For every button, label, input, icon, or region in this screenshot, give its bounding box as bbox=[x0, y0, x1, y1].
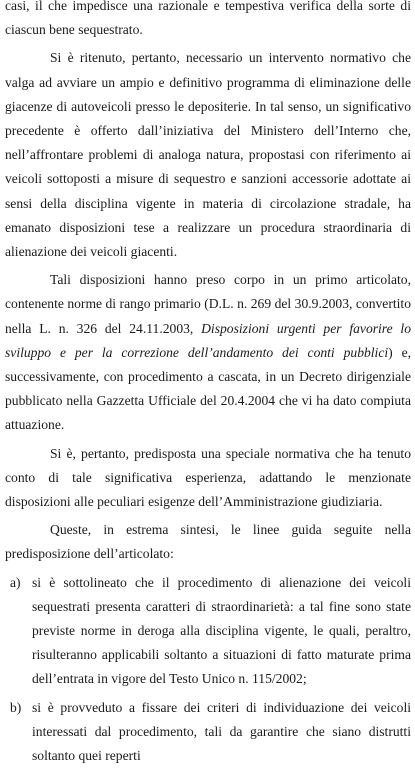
list-item-marker: b) bbox=[10, 699, 22, 715]
paragraph-linee-guida: Queste, in estrema sintesi, le linee guida seguite nella predisposizione dell’articolato: bbox=[5, 522, 411, 562]
list-item-text: si è provveduto a fissare dei criteri di individuazione dei veicoli interessati dal procedimento, tali da garantire che siano distrutti soltanto quei reperti bbox=[32, 699, 411, 764]
paragraph-normativa-speciale: Si è, pertanto, predisposta una speciale normativa che ha tenuto conto di tale significativa esperienza, adattando le menzionate disposizioni alle peculiari esigenze dell’Amministrazione giudiziaria. bbox=[5, 445, 411, 510]
list-item-text: si è sottolineato che il procedimento di alienazione dei veicoli sequestrati presenta caratteri di straordinarietà: a tal fine sono state previste norme in deroga alla disciplina vigente, le quali, peraltro, risulteranno applicabili soltanto a situazioni di fatto maturate prima dell’entrata in vigore del Testo Unico n. 115/2002; bbox=[32, 574, 411, 687]
paragraph-disposizioni bbox=[5, 268, 411, 437]
paragraph-disposizioni-text-end: ) e, successivamente, con procedimento a cascata, in un Decreto dirigenziale pubblicato nella Gazzetta Ufficiale del 20.4.2004 che vi ha dato compiuta attuazione. bbox=[5, 344, 411, 433]
list-item bbox=[5, 571, 411, 692]
guideline-list bbox=[5, 571, 411, 769]
list-item-marker: a) bbox=[10, 574, 21, 590]
paragraph-disposizioni-text-start: Tali disposizioni hanno preso corpo in un primo articolato, contenente norme di rango primario (D.L. n. 269 del 30.9.2003, convertito nella L. n. 326 del 24.11.2003, bbox=[5, 272, 411, 336]
decree-title-italic: Disposizioni urgenti per favorire lo sviluppo e per la correzione dell’andamento dei conti pubblici bbox=[5, 320, 411, 360]
paragraph-intervento-normativo: Si è ritenuto, pertanto, necessario un intervento normativo che valga ad avviare un ampio e definitivo programma di eliminazione delle giacenze di autoveicoli presso le depositerie. In tal senso, un significativo precedente è offerto dall’iniziativa del Ministero dell’Interno che, nell’affrontare problemi di analoga natura, propostasi con riferimento ai veicoli sottoposti a misure di sequestro e sanzioni accessorie adottate ai sensi della disciplina vigente in materia di circolazione stradale, ha emanato disposizioni tese a realizzare un procedura straordinaria di alienazione dei veicoli giacenti. bbox=[5, 50, 411, 260]
paragraph-continued: casi, il che impedisce una razionale e tempestiva verifica della sorte di ciascun bene sequestrato. bbox=[5, 0, 411, 38]
list-item bbox=[5, 696, 411, 769]
